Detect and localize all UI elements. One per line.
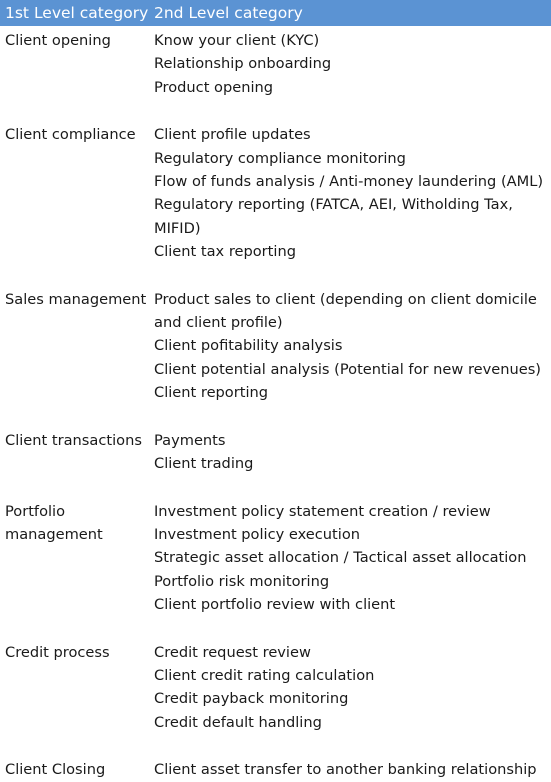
list-item: Portfolio risk monitoring xyxy=(154,572,330,590)
list-item: Investment policy execution xyxy=(154,525,361,543)
list-item: Relationship onboarding xyxy=(154,55,332,73)
category-group-portfolio-management xyxy=(0,499,551,617)
list-item: Client pofitability analysis xyxy=(154,337,343,355)
list-item: Regulatory reporting (FATCA, AEI, Witholding Tax, MIFID) xyxy=(154,196,513,237)
list-item: Client asset transfer to another banking relationship xyxy=(154,761,537,779)
group-spacer xyxy=(0,617,551,640)
list-item: Credit default handling xyxy=(154,713,322,731)
list-item: Investment policy statement creation / review xyxy=(154,502,491,520)
list-item: Flow of funds analysis / Anti-money laundering (AML) xyxy=(154,173,544,191)
category-label: Portfolio management xyxy=(5,502,103,543)
category-group-client-compliance xyxy=(0,122,551,263)
list-item: Know your client (KYC) xyxy=(154,32,320,49)
category-label: Client compliance xyxy=(5,126,136,144)
list-item: Client credit rating calculation xyxy=(154,666,375,684)
list-item: Credit request review xyxy=(154,643,311,661)
group-spacer xyxy=(0,405,551,428)
group-spacer xyxy=(0,476,551,499)
table-header xyxy=(0,0,551,26)
category-label: Client transactions xyxy=(5,431,142,449)
list-item: Product sales to client (depending on client domicile and client profile) xyxy=(154,290,537,332)
category-group-sales-management xyxy=(0,287,551,405)
list-item: Client trading xyxy=(154,455,254,473)
category-label: Client opening xyxy=(5,32,111,49)
header-2nd-level: 2nd Level category xyxy=(154,4,303,22)
list-item: Client potential analysis (Potential for new revenues) xyxy=(154,360,541,378)
list-item: Regulatory compliance monitoring xyxy=(154,149,406,167)
list-item: Client reporting xyxy=(154,384,269,402)
list-item: Product opening xyxy=(154,78,274,96)
category-group-credit-process xyxy=(0,640,551,735)
category-label: Client Closing xyxy=(5,761,106,779)
list-item: Strategic asset allocation / Tactical asset allocation xyxy=(154,549,527,567)
category-group-client-opening xyxy=(0,28,551,99)
category-group-client-transactions xyxy=(0,428,551,476)
list-item: Client portfolio review with client xyxy=(154,596,396,614)
category-label: Credit process xyxy=(5,643,110,661)
category-label: Sales management xyxy=(5,290,147,308)
list-item: Payments xyxy=(154,431,226,449)
group-spacer xyxy=(0,264,551,287)
list-item: Credit payback monitoring xyxy=(154,690,349,708)
group-spacer xyxy=(0,734,551,757)
list-item: Client profile updates xyxy=(154,126,311,144)
header-1st-level: 1st Level category xyxy=(5,4,149,22)
list-item: Client tax reporting xyxy=(154,243,296,261)
group-spacer xyxy=(0,99,551,122)
